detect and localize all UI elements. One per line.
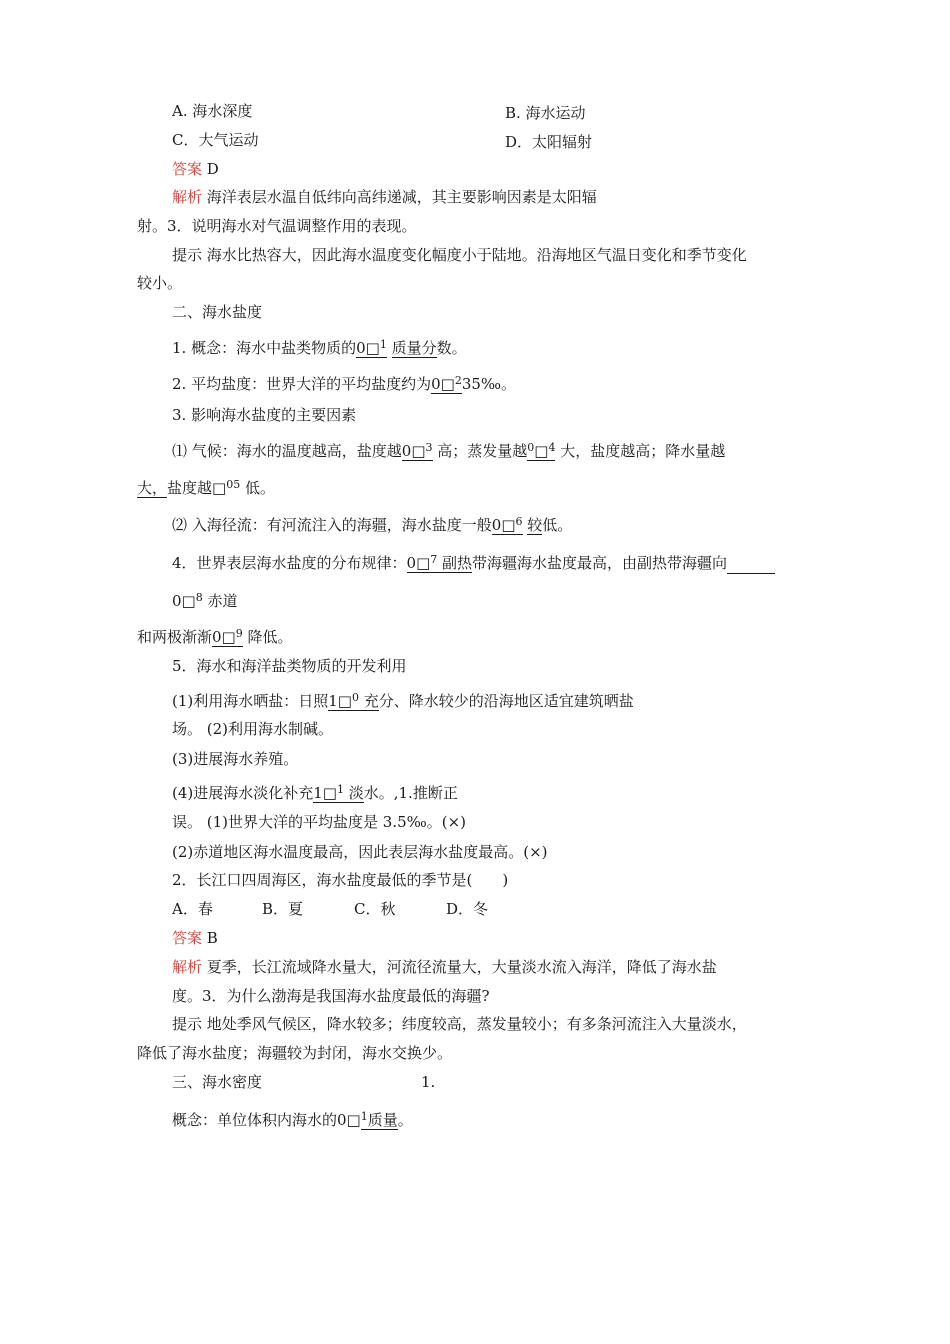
blank-box: 0□ — [401, 442, 426, 460]
blank — [402, 442, 433, 461]
question-2-stem: 2．长江口四周海区，海水盐度最低的季节是( ) — [172, 871, 509, 889]
analysis-label: 解析 — [172, 958, 203, 976]
option-c: C．大气运动 — [172, 131, 259, 149]
q2-option-a: A．春 — [172, 900, 213, 918]
blank — [212, 628, 243, 647]
blank-box: 1□ — [328, 692, 352, 710]
blank-number: 7 — [430, 553, 438, 566]
text: 数。 — [436, 339, 467, 357]
utilization-heading: 5．海水和海洋盐类物质的开发利用 — [172, 657, 407, 675]
blank — [328, 692, 359, 711]
text: 和两极渐渐 — [137, 628, 213, 646]
text: 淡 — [343, 784, 364, 802]
section-2-title: 二、海水盐度 — [172, 303, 263, 321]
text: 盐度越□ — [167, 479, 227, 497]
blank — [361, 1111, 398, 1130]
blank-box: 0□ — [356, 339, 380, 357]
answer-label: 答案 — [172, 160, 203, 178]
q2-option-c: C．秋 — [354, 900, 396, 918]
blank-number: 1 — [360, 1110, 368, 1123]
blank-number: 1 — [379, 338, 387, 351]
text: 低。 — [240, 479, 275, 497]
blank-box: 0 — [527, 441, 535, 454]
analysis-2 — [172, 957, 717, 977]
text: (4)进展海水淡化补充 — [172, 784, 314, 802]
blank-number: 3 — [425, 441, 433, 454]
answer-value: D — [202, 160, 219, 178]
judge-2: (2)赤道地区海水温度最高，因此表层海水盐度最高。(×) — [172, 843, 548, 861]
q2-option-b: B．夏 — [262, 900, 304, 918]
analysis-2-cont: 度。3．为什么渤海是我国海水盐度最低的海疆? — [172, 987, 490, 1005]
blank — [431, 375, 462, 394]
factors-heading: 3. 影响海水盐度的主要因素 — [172, 406, 357, 424]
distribution-rule-cont — [172, 591, 238, 611]
text: 副热 — [437, 554, 473, 572]
text: 高；蒸发量越 — [432, 442, 528, 460]
text: 低。 — [542, 516, 573, 534]
text: 赤道 — [202, 592, 238, 610]
blank-box: 0□ — [431, 375, 455, 393]
utilization-2: 场。 (2)利用海水制碱。 — [172, 720, 334, 738]
text: 较 — [527, 516, 543, 534]
text: 1. 概念：海水中盐类物质的 — [172, 339, 357, 357]
q2-option-d: D．冬 — [446, 900, 489, 918]
text: 大， — [137, 479, 168, 497]
analysis-1-cont: 射。3．说明海水对气温调整作用的表现。 — [137, 217, 417, 235]
blank — [356, 339, 387, 358]
blank-box: 0□ — [212, 628, 236, 646]
text: ⑵ 入海径流：有河流注入的海疆，海水盐度一般 — [172, 516, 492, 534]
analysis-text: 夏季，长江流域降水量大，河流径流量大，大量淡水流入海洋，降低了海水盐 — [202, 958, 717, 976]
answer-label: 答案 — [172, 929, 203, 947]
factor-climate — [172, 441, 725, 461]
text: ⑴ 气候：海水的温度越高，盐度越 — [172, 442, 402, 460]
option-d: D．太阳辐射 — [505, 133, 593, 151]
average-salinity — [172, 374, 516, 394]
text: 4．世界表层海水盐度的分布规律： — [172, 554, 407, 572]
distribution-rule-cont2 — [137, 627, 293, 647]
factor-climate-cont — [137, 478, 275, 498]
density-concept — [172, 1110, 413, 1130]
section-3-title: 三、海水密度 — [172, 1073, 263, 1091]
blank — [527, 442, 555, 461]
blank-box: 0□ — [406, 554, 431, 572]
text: 概念：单位体积内海水的 — [172, 1111, 338, 1129]
factor-runoff — [172, 515, 572, 535]
option-a: A. 海水深度 — [172, 102, 253, 120]
blank-number: 8 — [195, 591, 203, 604]
tip-2-line1: 提示 地处季风气候区，降水较多；纬度较高，蒸发量较小；有多条河流注入大量淡水， — [172, 1015, 747, 1033]
text: 充 — [358, 692, 379, 710]
underline — [727, 553, 775, 574]
answer-1 — [172, 159, 219, 179]
text: 。 — [397, 1111, 413, 1129]
answer-2 — [172, 928, 218, 948]
blank-box: □ — [534, 442, 549, 460]
blank-number: 2 — [454, 374, 462, 387]
analysis-text: 海洋表层水温自低纬向高纬递减，其主要影响因素是太阳辐 — [202, 188, 597, 206]
blank — [407, 554, 438, 573]
text: 质量分 — [391, 339, 437, 357]
blank-box: 1□ — [313, 784, 337, 802]
option-b: B. 海水运动 — [505, 104, 586, 122]
text: 质量 — [367, 1111, 398, 1129]
blank — [313, 784, 344, 803]
concept-1 — [172, 338, 467, 358]
tip-1-line1: 提示 海水比热容大，因此海水温度变化幅度小于陆地。沿海地区气温日变化和季节变化 — [172, 246, 747, 264]
judge-1: 误。 (1)世界大洋的平均盐度是 3.5‰。(×) — [172, 813, 467, 831]
distribution-rule — [172, 553, 775, 574]
blank-number: 05 — [226, 478, 241, 491]
blank-number: 4 — [548, 441, 556, 454]
text: 水。,1.推断正 — [363, 784, 458, 802]
tip-2-line2: 降低了海水盐度；海疆较为封闭，海水交换少。 — [137, 1044, 453, 1062]
analysis-label: 解析 — [172, 188, 203, 206]
section-3-number: 1. — [421, 1073, 436, 1091]
answer-value: B — [202, 929, 218, 947]
utilization-1 — [172, 691, 634, 711]
blank-box: 0□ — [337, 1111, 361, 1129]
blank-box: 0□ — [172, 592, 196, 610]
text: 大，盐度越高；降水量越 — [555, 442, 726, 460]
tip-1-line2: 较小。 — [137, 274, 183, 292]
text: 带海疆海水盐度最高，由副热带海疆向 — [472, 554, 728, 572]
text: (1)利用海水晒盐：日照 — [172, 692, 329, 710]
blank-number: 6 — [515, 515, 523, 528]
blank-number: 9 — [235, 627, 243, 640]
text: 分、降水较少的沿海地区适宜建筑晒盐 — [378, 692, 634, 710]
blank-box: 0□ — [491, 516, 516, 534]
blank — [492, 516, 523, 535]
blank-number: 1 — [336, 783, 344, 796]
text: 降低。 — [242, 628, 293, 646]
analysis-1 — [172, 187, 597, 207]
utilization-3: (3)进展海水养殖。 — [172, 750, 299, 768]
text: 2. 平均盐度：世界大洋的平均盐度约为 — [172, 375, 432, 393]
text: 35‰。 — [461, 375, 517, 393]
utilization-4 — [172, 783, 458, 803]
blank-number: 0 — [351, 691, 359, 704]
